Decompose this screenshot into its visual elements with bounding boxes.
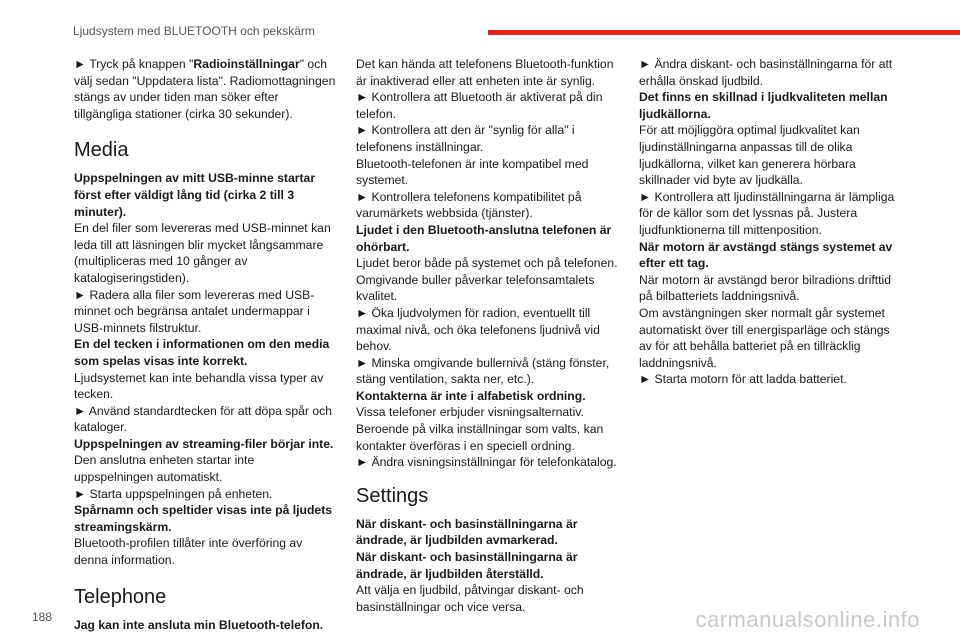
answer: Att välja en ljudbild, påtvingar diskant- och basinställningar och vice versa. [356,583,584,614]
question: Jag kan inte ansluta min Bluetooth-telefon. [74,617,324,632]
answer: Bluetooth-telefonen är inte kompatibel med systemet. [356,156,589,188]
answer: Det kan hända att telefonens Bluetooth-funktion är inaktiverad eller att enheten inte är synlig. [356,57,614,88]
question: När diskant- och basinställningarna är ändrade, är ljudbilden återställd. [356,550,578,581]
answer: När motorn är avstängd beror bilradions drifttid på bilbatteriets laddningsnivå. [639,272,891,304]
button-name: Radioinställningar [193,57,300,71]
action-step: ► Öka ljudvolymen för radion, eventuellt till maximal nivå, och öka telefonens ljudnivå vid behov. [356,305,600,354]
running-header: Ljudsystem med BLUETOOTH och pekskärm [73,24,315,38]
text-span: ► Tryck på knappen " [74,57,194,71]
question: Uppspelningen av mitt USB-minne startar först efter väldigt lång tid (cirka 2 till 3 minuter). [74,171,316,219]
answer: Om avstängningen sker normalt går systemet automatiskt över till energisparläge och stängs av för att behålla batteriet på en tillräcklig laddningsnivå. [639,305,890,370]
action-step: ► Minska omgivande bullernivå (stäng fönster, stäng ventilation, sakta ner, etc.). [356,355,610,387]
action-step: ► Kontrollera att Bluetooth är aktiverat på din telefon. [356,90,603,121]
answer: En del filer som levereras med USB-minnet kan leda till att läsningen blir mycket långsammare (multipliceras med 10 gånger av katalogiseringstiden). [74,221,331,285]
answer: Den anslutna enheten startar inte uppspelningen automatiskt. [74,453,255,485]
action-step: ► Starta uppspelningen på enheten. [74,486,273,501]
section-heading-media: Media [74,139,129,162]
question: Uppspelningen av streaming-filer börjar inte. [74,436,334,451]
action-step: ► Kontrollera att den är "synlig för alla" i telefonens inställningar. [356,123,575,154]
answer: Ljudsystemet kan inte behandla vissa typer av tecken. [74,370,324,402]
question: Kontakterna är inte i alfabetisk ordning. [356,388,586,403]
action-step: ► Radera alla filer som levereras med USB-minnet och begränsa antalet undermappar i USB-minnets filstruktur. [74,287,315,335]
column-1 [74,56,336,633]
action-step: ► Kontrollera telefonens kompatibilitet på varumärkets webbsida (tjänster). [356,189,582,221]
paragraph [74,56,336,122]
question: Det finns en skillnad i ljudkvaliteten mellan ljudkällorna. [639,90,888,121]
question: När diskant- och basinställningarna är ändrade, är ljudbilden avmarkerad. [356,516,578,548]
question: Spårnamn och speltider visas inte på ljudets streamingskärm. [74,503,333,534]
text-span: " och välj sedan "Uppdatera lista". Radiomottagningen stängs av under tiden man söker efter tillgängliga stationer (cirka 30 sekunder). [74,57,336,121]
column-2 [356,56,618,615]
page-number: 188 [32,610,53,624]
answer: Vissa telefoner erbjuder visningsalternativ. Beroende på vilka inställningar som valts, kan kontakter överföras i en speciell ordning. [356,405,604,453]
answer: För att möjliggöra optimal ljudkvalitet kan ljudinställningarna anpassas till de olika ljudkällorna, vilket kan generera hörbara skillnader vid byte av ljudkälla. [639,123,860,188]
question: En del tecken i informationen om den media som spelas visas inte korrekt. [74,337,330,368]
column-3 [639,56,901,388]
action-step: ► Starta motorn för att ladda batteriet. [639,372,847,387]
watermark: carmanualsonline.info [695,607,920,632]
section-heading-telephone: Telephone [74,585,167,608]
section-heading-settings: Settings [356,484,429,507]
header-accent-bar [488,30,960,35]
action-step: ► Ändra diskant- och basinställningarna för att erhålla önskad ljudbild. [639,57,893,88]
question: När motorn är avstängd stängs systemet av efter ett tag. [639,239,893,271]
answer: Ljudet beror både på systemet och på telefonen. Omgivande buller påverkar telefonsamtalets kvalitet. [356,256,618,304]
action-step: ► Ändra visningsinställningar för telefonkatalog. [356,455,617,470]
question: Ljudet i den Bluetooth-anslutna telefonen är ohörbart. [356,222,612,254]
action-step: ► Använd standardtecken för att döpa spår och kataloger. [74,403,333,435]
answer: Bluetooth-profilen tillåter inte överföring av denna information. [74,536,303,568]
action-step: ► Kontrollera att ljudinställningarna är lämpliga för de källor som det lyssnas på. Justera ljudfunktionerna till mittenposition. [639,189,895,237]
